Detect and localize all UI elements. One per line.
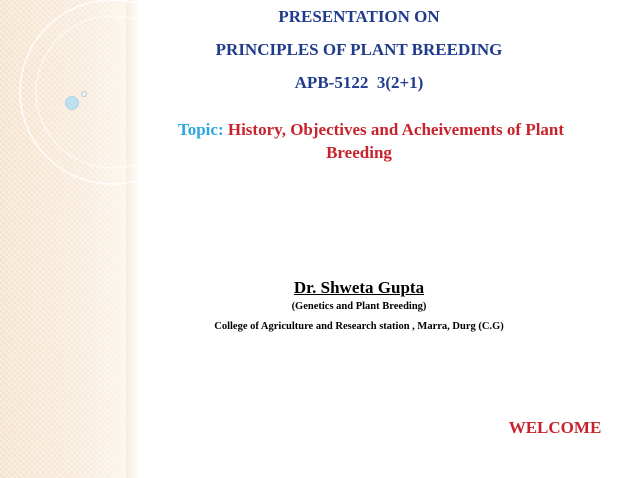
author-department: (Genetics and Plant Breeding) xyxy=(291,301,427,312)
author-institution: College of Agriculture and Research station , Marra, Durg (C.G) xyxy=(214,321,504,332)
decorative-circles xyxy=(0,0,200,200)
header-line-2: PRINCIPLES OF PLANT BREEDING xyxy=(215,40,503,59)
topic-title-line-2: Breeding xyxy=(326,143,392,162)
header-line-1: PRESENTATION ON xyxy=(278,7,440,26)
topic-title-line-1: History, Objectives and Acheivements of Plant xyxy=(227,120,565,139)
header-line-3: APB-5122 3(2+1) xyxy=(294,73,424,92)
topic-label: Topic: xyxy=(177,120,228,139)
author-name: Dr. Shweta Gupta xyxy=(293,278,425,297)
welcome-text: WELCOME xyxy=(508,418,602,437)
topic-line-1 xyxy=(146,120,596,140)
blue-dot xyxy=(66,97,79,110)
